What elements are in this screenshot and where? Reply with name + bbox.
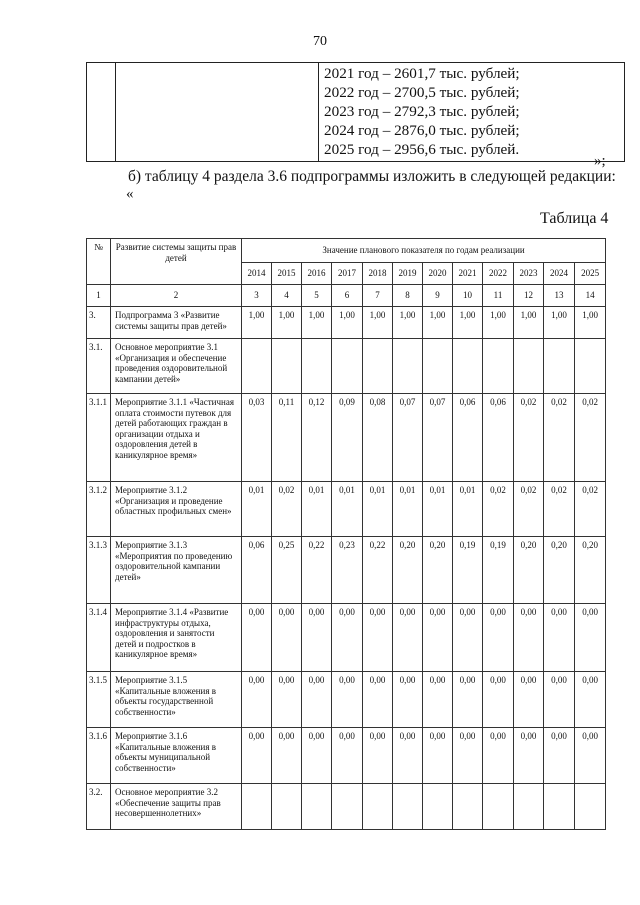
- indicator-value: 0,00: [483, 604, 514, 672]
- indicator-value: 0,07: [393, 394, 423, 482]
- indicator-value: 0,00: [332, 728, 363, 784]
- column-index: 9: [423, 285, 453, 307]
- indicator-value: 1,00: [302, 307, 332, 339]
- year-header: 2018: [363, 263, 393, 285]
- indicator-value: [242, 339, 272, 394]
- indicator-value: 0,00: [514, 604, 544, 672]
- indicator-value: [423, 339, 453, 394]
- indicator-value: 0,09: [332, 394, 363, 482]
- indicator-value: 0,20: [393, 537, 423, 604]
- indicator-value: [453, 339, 483, 394]
- indicator-value: 0,00: [453, 728, 483, 784]
- row-number: 3.1.3: [87, 537, 111, 604]
- funding-line: 2023 год – 2792,3 тыс. рублей;: [324, 103, 520, 120]
- year-header: 2024: [544, 263, 575, 285]
- column-index: 12: [514, 285, 544, 307]
- table-row: [87, 307, 606, 339]
- row-number: 3.1.5: [87, 672, 111, 728]
- indicator-value: [363, 339, 393, 394]
- column-index: 1: [87, 285, 111, 307]
- indicator-value: [483, 784, 514, 830]
- column-index: 8: [393, 285, 423, 307]
- indicator-value: 0,06: [483, 394, 514, 482]
- row-name: Мероприятие 3.1.4 «Развитие инфраструктуры отдыха, оздоровления и занятости детей и подростков в каникулярное время»: [111, 604, 242, 672]
- indicator-value: 0,12: [302, 394, 332, 482]
- indicator-value: 1,00: [423, 307, 453, 339]
- indicator-value: 0,02: [483, 482, 514, 537]
- indicator-value: 0,00: [332, 672, 363, 728]
- row-number: 3.: [87, 307, 111, 339]
- indicator-value: 0,01: [393, 482, 423, 537]
- indicator-value: 0,11: [272, 394, 302, 482]
- indicator-value: [544, 339, 575, 394]
- column-index: 5: [302, 285, 332, 307]
- indicator-value: 0,00: [272, 728, 302, 784]
- indicator-value: 0,06: [242, 537, 272, 604]
- indicator-value: [272, 784, 302, 830]
- indicator-value: 0,25: [272, 537, 302, 604]
- row-number: 3.2.: [87, 784, 111, 830]
- indicator-value: 0,01: [423, 482, 453, 537]
- indicator-value: 0,00: [393, 728, 423, 784]
- indicator-value: 0,00: [575, 672, 606, 728]
- indicator-value: 0,00: [302, 604, 332, 672]
- indicator-value: 1,00: [544, 307, 575, 339]
- funding-line: 2021 год – 2601,7 тыс. рублей;: [324, 65, 520, 82]
- indicator-value: [272, 339, 302, 394]
- indicator-value: 0,00: [302, 728, 332, 784]
- year-header: 2014: [242, 263, 272, 285]
- indicator-value: [483, 339, 514, 394]
- indicator-value: 0,00: [423, 604, 453, 672]
- column-index: 13: [544, 285, 575, 307]
- column-index: 2: [111, 285, 242, 307]
- year-header: 2016: [302, 263, 332, 285]
- indicator-value: 0,01: [332, 482, 363, 537]
- empty-cell: [116, 63, 319, 162]
- indicator-value: 1,00: [332, 307, 363, 339]
- indicator-value: 0,20: [423, 537, 453, 604]
- column-header-number: №: [87, 239, 111, 285]
- indicator-value: [544, 784, 575, 830]
- indicator-value: 0,00: [363, 672, 393, 728]
- year-header: 2020: [423, 263, 453, 285]
- indicator-value: 0,00: [544, 604, 575, 672]
- year-header: 2021: [453, 263, 483, 285]
- row-name: Мероприятие 3.1.1 «Частичная оплата стоимости путевок для детей работающих граждан в организации отдыха и оздоровления детей в каникулярное время»: [111, 394, 242, 482]
- indicator-value: 0,02: [544, 482, 575, 537]
- indicator-value: 0,19: [453, 537, 483, 604]
- indicator-value: 0,00: [483, 728, 514, 784]
- empty-cell: [87, 63, 116, 162]
- indicator-value: [363, 784, 393, 830]
- indicator-value: 1,00: [453, 307, 483, 339]
- indicator-value: 0,22: [302, 537, 332, 604]
- indicator-value: 0,02: [514, 482, 544, 537]
- indicator-value: 0,03: [242, 394, 272, 482]
- column-index: 11: [483, 285, 514, 307]
- indicator-value: 0,00: [363, 604, 393, 672]
- page-number: 70: [313, 34, 327, 49]
- indicator-value: [514, 784, 544, 830]
- row-number: 3.1.: [87, 339, 111, 394]
- indicator-value: 0,00: [423, 728, 453, 784]
- indicator-value: 1,00: [514, 307, 544, 339]
- funding-line: 2022 год – 2700,5 тыс. рублей;: [324, 84, 520, 101]
- column-index: 10: [453, 285, 483, 307]
- opening-quote: «: [126, 186, 134, 202]
- indicator-value: 0,01: [363, 482, 393, 537]
- indicator-value: 0,00: [272, 604, 302, 672]
- indicator-value: 0,02: [575, 482, 606, 537]
- row-number: 3.1.2: [87, 482, 111, 537]
- row-number: 3.1.6: [87, 728, 111, 784]
- indicator-value: 0,00: [242, 672, 272, 728]
- indicator-value: 0,00: [575, 604, 606, 672]
- indicator-value: 0,22: [363, 537, 393, 604]
- indicator-value: 0,06: [453, 394, 483, 482]
- column-index: 7: [363, 285, 393, 307]
- indicator-value: 0,00: [514, 728, 544, 784]
- year-header: 2019: [393, 263, 423, 285]
- row-name: Мероприятие 3.1.3 «Мероприятия по проведению оздоровительной кампании детей»: [111, 537, 242, 604]
- indicator-value: [514, 339, 544, 394]
- indicator-value: 0,00: [242, 728, 272, 784]
- indicator-value: 0,20: [575, 537, 606, 604]
- indicator-value: 0,20: [544, 537, 575, 604]
- amendment-paragraph: б) таблицу 4 раздела 3.6 подпрограммы изложить в следующей редакции:: [128, 168, 616, 185]
- indicator-value: 0,02: [272, 482, 302, 537]
- indicator-value: 0,00: [514, 672, 544, 728]
- row-name: Подпрограмма 3 «Развитие системы защиты прав детей»: [111, 307, 242, 339]
- funding-cell: [319, 63, 625, 162]
- row-name: Мероприятие 3.1.5 «Капитальные вложения в объекты государственной собственности»: [111, 672, 242, 728]
- indicator-value: 0,00: [272, 672, 302, 728]
- indicator-value: 0,00: [302, 672, 332, 728]
- indicator-value: 0,01: [453, 482, 483, 537]
- indicator-value: [393, 784, 423, 830]
- indicator-value: 0,20: [514, 537, 544, 604]
- column-index: 3: [242, 285, 272, 307]
- table-row: [87, 672, 606, 728]
- indicator-value: 0,23: [332, 537, 363, 604]
- indicator-value: 0,19: [483, 537, 514, 604]
- indicator-value: [393, 339, 423, 394]
- indicator-value: 0,07: [423, 394, 453, 482]
- table-row: [87, 339, 606, 394]
- indicator-value: 0,01: [242, 482, 272, 537]
- indicator-value: 0,00: [393, 604, 423, 672]
- indicator-value: [332, 784, 363, 830]
- year-header: 2023: [514, 263, 544, 285]
- indicator-value: 0,02: [514, 394, 544, 482]
- row-number: 3.1.1: [87, 394, 111, 482]
- table-row: [87, 482, 606, 537]
- indicator-value: 0,00: [393, 672, 423, 728]
- year-header: 2017: [332, 263, 363, 285]
- indicator-value: 0,00: [483, 672, 514, 728]
- closing-quote: »;: [594, 153, 606, 169]
- indicator-value: [575, 339, 606, 394]
- row-name: Мероприятие 3.1.6 «Капитальные вложения в объекты муниципальной собственности»: [111, 728, 242, 784]
- year-header: 2015: [272, 263, 302, 285]
- indicator-value: 0,01: [302, 482, 332, 537]
- indicator-value: 0,00: [575, 728, 606, 784]
- indicator-value: [453, 784, 483, 830]
- indicator-value: 1,00: [393, 307, 423, 339]
- indicator-value: 0,00: [242, 604, 272, 672]
- indicator-value: 0,00: [544, 672, 575, 728]
- funding-table-fragment: [86, 62, 625, 162]
- table-caption: Таблица 4: [540, 210, 609, 227]
- indicator-table: [86, 238, 606, 830]
- funding-line: 2025 год – 2956,6 тыс. рублей.: [324, 141, 520, 158]
- table-row: [87, 537, 606, 604]
- indicator-value: 1,00: [483, 307, 514, 339]
- indicator-value: 0,00: [453, 604, 483, 672]
- indicator-value: 0,00: [453, 672, 483, 728]
- indicator-value: 0,00: [423, 672, 453, 728]
- column-header-name: Развитие системы защиты прав детей: [111, 239, 242, 285]
- column-group-header: Значение планового показателя по годам реализации: [242, 239, 606, 263]
- indicator-value: [332, 339, 363, 394]
- funding-line: 2024 год – 2876,0 тыс. рублей;: [324, 122, 520, 139]
- indicator-value: 0,00: [544, 728, 575, 784]
- indicator-value: [302, 784, 332, 830]
- indicator-value: [302, 339, 332, 394]
- year-header: 2025: [575, 263, 606, 285]
- table-row: [87, 604, 606, 672]
- indicator-value: 0,02: [544, 394, 575, 482]
- column-index: 6: [332, 285, 363, 307]
- indicator-value: 1,00: [363, 307, 393, 339]
- indicator-value: [423, 784, 453, 830]
- row-name: Основное мероприятие 3.1 «Организация и обеспечение проведения оздоровительной кампании детей»: [111, 339, 242, 394]
- indicator-value: 0,00: [332, 604, 363, 672]
- indicator-value: [242, 784, 272, 830]
- column-index: 14: [575, 285, 606, 307]
- year-header: 2022: [483, 263, 514, 285]
- row-number: 3.1.4: [87, 604, 111, 672]
- indicator-value: 1,00: [272, 307, 302, 339]
- table-row: [87, 394, 606, 482]
- indicator-value: 1,00: [575, 307, 606, 339]
- table-row: [87, 728, 606, 784]
- indicator-value: 1,00: [242, 307, 272, 339]
- indicator-value: 0,08: [363, 394, 393, 482]
- table-row: [87, 784, 606, 830]
- row-name: Мероприятие 3.1.2 «Организация и проведение областных профильных смен»: [111, 482, 242, 537]
- row-name: Основное мероприятие 3.2 «Обеспечение защиты прав несовершеннолетних»: [111, 784, 242, 830]
- indicator-value: [575, 784, 606, 830]
- column-index: 4: [272, 285, 302, 307]
- indicator-value: 0,02: [575, 394, 606, 482]
- indicator-value: 0,00: [363, 728, 393, 784]
